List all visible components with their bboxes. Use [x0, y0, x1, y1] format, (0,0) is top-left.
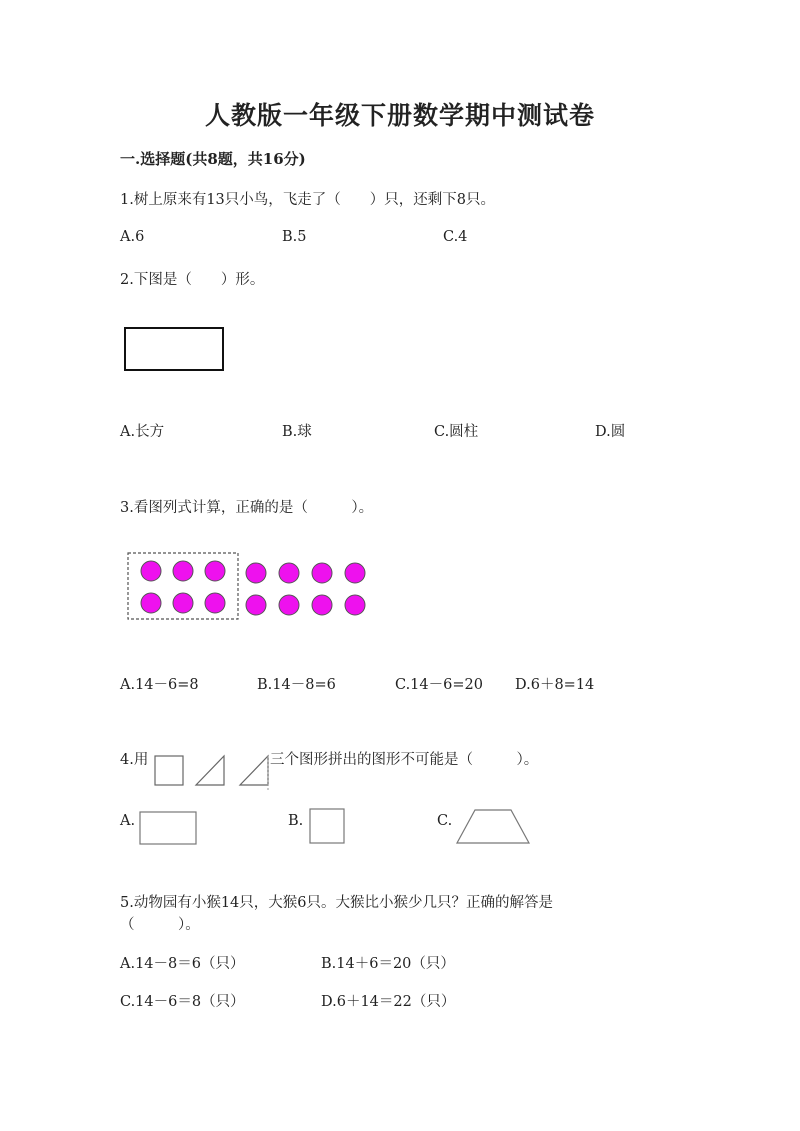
dot-out-6 — [345, 563, 365, 583]
question-5-option-a: A.14－8＝6（只） — [120, 956, 245, 972]
question-1-option-a: A.6 — [120, 229, 145, 245]
dot-in-7 — [141, 593, 161, 613]
question-3-option-a: A.14－6=8 — [120, 677, 199, 693]
dot-out-3 — [246, 563, 266, 583]
option-b-square-figure — [309, 808, 347, 846]
question-4-suffix: 三个图形拼出的图形不可能是（ ）。 — [270, 752, 539, 768]
triangle-piece-icon — [196, 756, 224, 785]
dot-in-9 — [205, 593, 225, 613]
dot-out-5 — [312, 563, 332, 583]
question-3-text: 3.看图列式计算，正确的是（ ）。 — [120, 500, 374, 516]
dot-in-0 — [141, 561, 161, 581]
question-4-option-c: C. — [437, 813, 453, 829]
section-heading: 一.选择题(共8题，共16分) — [120, 150, 306, 168]
triangle-piece-icon-2 — [240, 756, 268, 785]
question-3-option-c: C.14－6=20 — [395, 677, 483, 693]
question-2-text: 2.下图是（ ）形。 — [120, 272, 265, 288]
question-5-option-c: C.14－6＝8（只） — [120, 994, 245, 1010]
question-5-option-d: D.6＋14＝22（只） — [321, 994, 456, 1010]
question-1-option-b: B.5 — [282, 229, 307, 245]
question-1-option-c: C.4 — [443, 229, 468, 245]
dot-out-12 — [312, 595, 332, 615]
question-4-prefix: 4.用 — [120, 752, 149, 768]
dot-out-4 — [279, 563, 299, 583]
puzzle-pieces-figure — [154, 752, 274, 792]
dot-in-8 — [173, 593, 193, 613]
dot-in-1 — [173, 561, 193, 581]
question-5-text-line2: （ ）。 — [120, 917, 200, 933]
page-title: 人教版一年级下册数学期中测试卷 — [204, 101, 595, 130]
question-4-option-a: A. — [120, 813, 136, 829]
question-4-option-b: B. — [288, 813, 304, 829]
question-2-option-a: A.长方 — [120, 424, 165, 440]
question-3-option-b: B.14－8=6 — [257, 677, 336, 693]
dot-out-11 — [279, 595, 299, 615]
dot-out-13 — [345, 595, 365, 615]
option-a-rectangle-figure — [139, 810, 199, 846]
question-2-option-c: C.圆柱 — [434, 424, 479, 440]
question-5-option-b: B.14＋6＝20（只） — [321, 956, 455, 972]
square-piece-icon — [155, 756, 183, 785]
question-3-option-d: D.6＋8=14 — [515, 677, 595, 693]
dot-array-figure — [126, 551, 376, 621]
question-2-option-d: D.圆 — [595, 424, 626, 440]
question-5-text-line1: 5.动物园有小猴14只，大猴6只。大猴比小猴少几只？正确的解答是 — [120, 895, 554, 911]
dot-in-2 — [205, 561, 225, 581]
dot-out-10 — [246, 595, 266, 615]
question-1-text: 1.树上原来有13只小鸟，飞走了（ ）只，还剩下8只。 — [120, 192, 496, 208]
option-c-trapezoid-figure — [455, 808, 533, 846]
question-2-option-b: B.球 — [282, 424, 312, 440]
rectangle-figure — [124, 327, 224, 371]
